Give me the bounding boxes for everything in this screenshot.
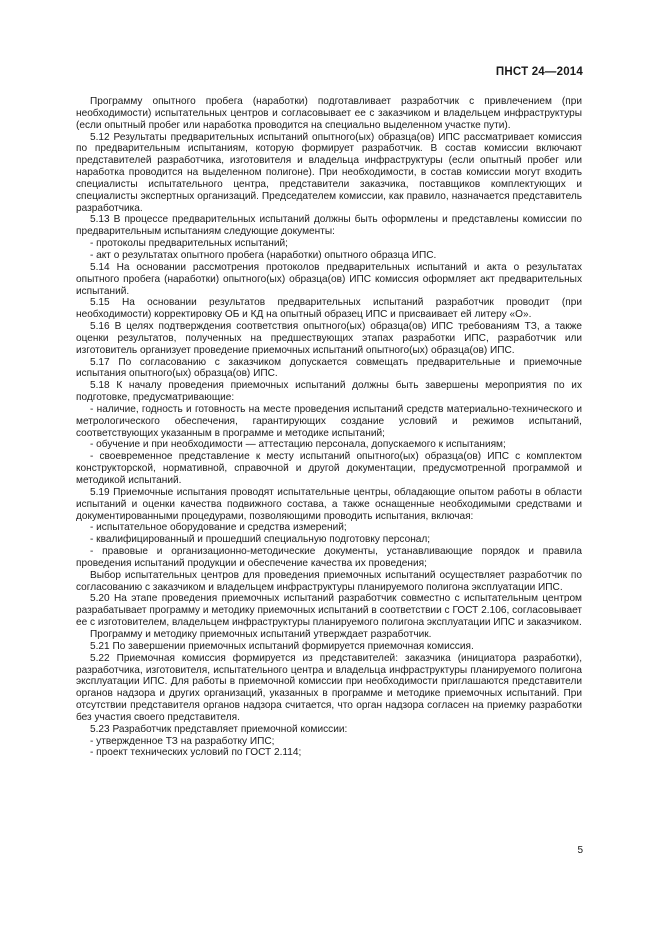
paragraph: 5.17 По согласованию с заказчиком допускается совмещать предварительные и приемочные испытания опытного(ых) образца(ов) ИПС. [76,356,582,380]
paragraph: 5.23 Разработчик представляет приемочной комиссии: [90,723,348,735]
paragraph: 5.16 В целях подтверждения соответствия опытного(ых) образца(ов) ИПС требованиям ТЗ, а также оценки результатов, полученных на предшествующих этапах разработки ИПС, разработчик или изготовитель организует проведение приемочных испытаний опытного(ых) образца(ов) ИПС. [76,321,582,356]
paragraph: Выбор испытательных центров для проведения приемочных испытаний осуществляет разработчик по согласованию с заказчиком и владельцем инфраструктуры планируемого полигона эксплуатации ИПС. [76,569,582,593]
paragraph: 5.18 К началу проведения приемочных испытаний должны быть завершены мероприятия по их подготовке, предусматривающие: [76,380,582,404]
paragraph: 5.21 По завершении приемочных испытаний формируется приемочная комиссия. [90,640,474,652]
paragraph: - своевременное представление к месту испытаний опытного(ых) образца(ов) ИПС с комплектом конструкторской, нормативной, справочной и другой документации, предусмотренной программой и методикой испытаний. [76,451,582,486]
paragraph: 5.19 Приемочные испытания проводят испытательные центры, обладающие опытом работы в области испытаний и оценки качества подвижного состава, а также оснащенные необходимыми средствами и документированными процедурами, позволяющими проводить испытания, включая: [76,486,582,522]
paragraph: Программу и методику приемочных испытаний утверждает разработчик. [90,628,432,640]
document-body [76,96,582,759]
paragraph: 5.14 На основании рассмотрения протоколов предварительных испытаний и акта о результатах опытного пробега (наработки) опытного(ых) образца(ов) ИПС комиссия оформляет акт предварительных испытаний. [76,261,582,297]
paragraph: - протоколы предварительных испытаний; [90,238,288,250]
paragraph: - правовые и организационно-методические документы, устанавливающие порядок и правила проведения испытаний продукции и обеспечение качества их проведения; [76,546,582,569]
paragraph: - наличие, годность и готовность на месте проведения испытаний средств материально-технического и метрологического обеспечения, гарантирующих создание условий и режимов испытаний, соответствующих указанным в программе и методике испытаний; [76,403,582,439]
paragraph: - акт о результатах опытного пробега (наработки) опытного образца ИПС. [90,249,437,261]
paragraph: 5.22 Приемочная комиссия формируется из представителей: заказчика (инициатора разработки), разработчика, изготовителя, испытательного центра и владельца инфраструктуры планируемого полигона эксплуатации ИПС. Для работы в приемочной комиссии при необходимости приглашаются представители органов надзора и других организаций, указанных в программе и методике приемочных испытаний. При отсутствии представителя органов надзора считается, что орган надзора согласен на приемку разработки без участия своего представителя. [76,652,582,723]
paragraph: 5.13 В процессе предварительных испытаний должны быть оформлены и представлены комиссии по предварительным испытаниям следующие документы: [76,214,582,238]
paragraph: - утвержденное ТЗ на разработку ИПС; [90,735,275,747]
paragraph: 5.12 Результаты предварительных испытаний опытного(ых) образца(ов) ИПС рассматривает комиссия по предварительным испытаниям, которую формирует разработчик. В состав комиссии включают представителей разработчика, изготовителя и владельца инфраструктуры (если опытный пробег или наработка проводится на выделенном полигоне). При необходимости, в состав комиссии могут входить специалисты испытательного центра, представители заказчика, поставщиков комплектующих и специалисты экспертных организаций. Председателем комиссии, как правило, назначается представитель разработчика. [76,131,582,214]
paragraph: 5.15 На основании результатов предварительных испытаний разработчик проводит (при необходимости) корректировку ОБ и КД на опытный образец ИПС и присваивает ей литеру «О». [76,297,582,321]
paragraph: - квалифицированный и прошедший специальную подготовку персонал; [90,534,431,546]
document-header-id: ПНСТ 24—2014 [495,66,583,78]
paragraph: - проект технических условий по ГОСТ 2.114; [90,747,302,759]
paragraph: 5.20 На этапе проведения приемочных испытаний разработчик совместно с испытательным центром разрабатывает программу и методику приемочных испытаний в соответствии с ГОСТ 2.106, согласовывает ее с изготовителем, владельцем инфраструктуры планируемого полигона эксплуатации ИПС и заказчиком. [76,593,582,629]
paragraph: - обучение и при необходимости — аттестацию персонала, допускаемого к испытаниям; [90,439,506,451]
paragraph: - испытательное оборудование и средства измерений; [90,522,347,534]
page-number: 5 [577,845,583,856]
paragraph: Программу опытного пробега (наработки) подготавливает разработчик с привлечением (при необходимости) испытательных центров и согласовывает ее с заказчиком и владельцем инфраструктуры (если опытный пробег или наработка проводится на специально выделенном участке пути). [76,96,582,131]
